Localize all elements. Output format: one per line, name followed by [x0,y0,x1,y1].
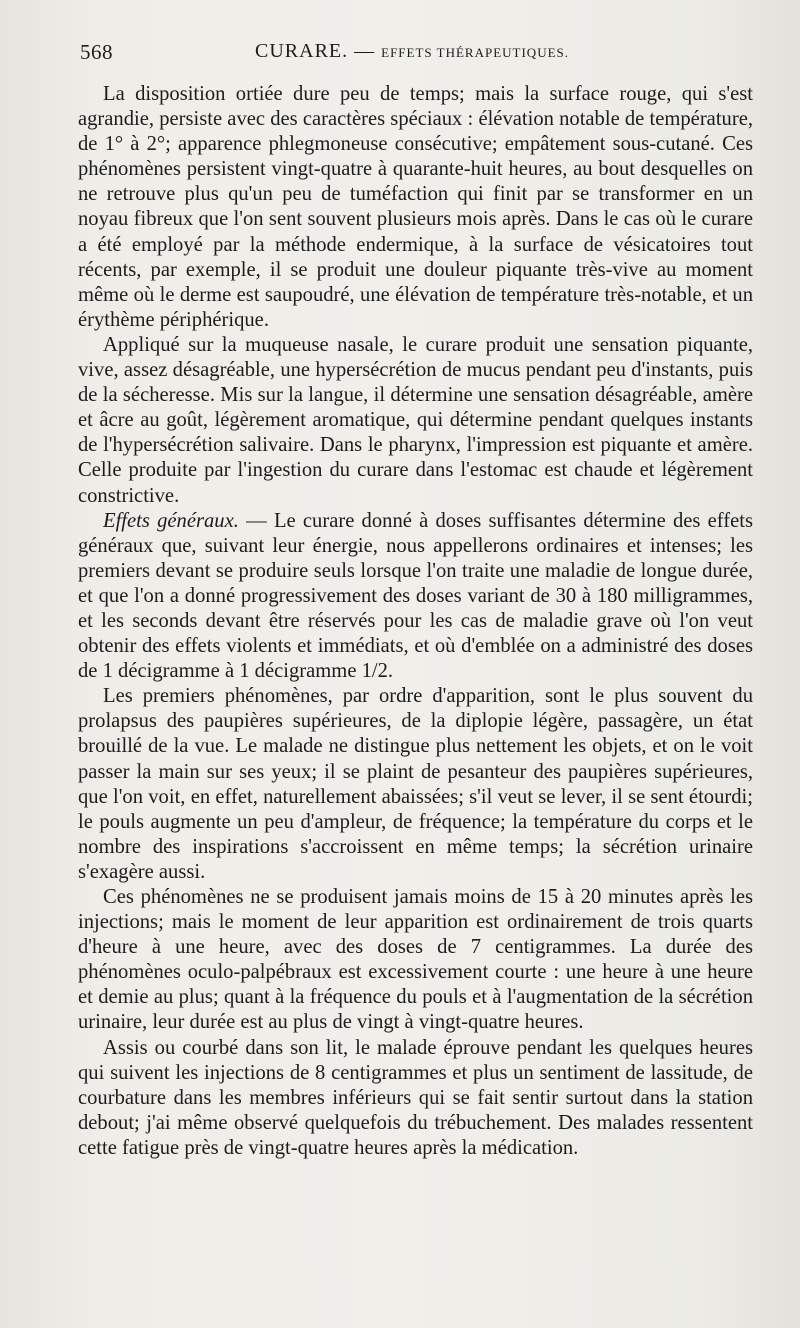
paragraph-text: Appliqué sur la muqueuse nasale, le curare produit une sensation piquante, vive, assez désagréable, une hypersécrétion de mucus pendant peu d'instants, puis de la sécheresse. Mis sur la langue, il détermine une sensation désagréable, amère et âcre au goût, légèrement aromatique, qui détermine pendant quelques instants de l'hypersécrétion salivaire. Dans le pharynx, l'impression est piquante et amère. Celle produite par l'ingestion du curare dans l'estomac est chaude et légèrement constrictive. [78,333,753,507]
section-title: EFFETS THÉRAPEUTIQUES. [381,45,570,60]
page-number: 568 [80,40,113,64]
paragraph-text: Les premiers phénomènes, par ordre d'apparition, sont le plus souvent du prolapsus des paupières supérieures, de la diplopie légère, passagère, un état brouillé de la vue. Le malade ne distingue plus nettement les objets, et on le voit passer la main sur ses yeux; il se plaint de pesanteur des paupières supérieures, que l'on voit, en effet, naturellement abaissées; s'il veut se lever, il se sent étourdi; le pouls augmente un peu d'ampleur, de fréquence; la température du corps et le nombre des inspirations s'accroissent en même temps; la sécrétion urinaire s'exagère aussi. [78,685,753,883]
paragraph [78,509,753,685]
paragraph-text: Assis ou courbé dans son lit, le malade éprouve pendant les quelques heures qui suivent les injections de 8 centigrammes et plus un sentiment de lassitude, de courbature dans les membres inférieurs qui se fait sentir surtout dans la station debout; j'ai même observé quelquefois du trébuchement. Des malades ressentent cette fatigue près de vingt-quatre heures après la médication. [78,1036,753,1159]
paragraph [78,1036,753,1161]
paragraph [78,333,753,509]
running-header [80,40,752,70]
running-head [255,40,569,63]
paragraph [78,82,753,333]
body-text [78,82,753,1161]
paragraph-text: Ces phénomènes ne se produisent jamais moins de 15 à 20 minutes après les injections; mais le moment de leur apparition est ordinairement de trois quarts d'heure à une heure, avec des doses de 7 centigrammes. La durée des phénomènes oculo-palpébraux est excessivement courte : une heure à une heure et demie au plus; quant à la fréquence du pouls et à l'augmentation de la sécrétion urinaire, leur durée est au plus de vingt à vingt-quatre heures. [78,886,753,1034]
paragraph-text: — Le curare donné à doses suffisantes détermine des effets généraux que, suivant leur énergie, nous appellerons ordinaires et intenses; les premiers devant se produire seuls lorsque l'on traite une maladie de longue durée, et que l'on a donné progressivement des doses variant de 30 à 180 milligrammes, et les seconds devant être réservés pour les cas de maladie grave où l'on veut obtenir des effets violents et immédiats, et où d'emblée on a administré des doses de 1 décigramme à 1 décigramme 1/2. [78,509,753,683]
chapter-title: CURARE. [255,40,349,62]
paragraph [78,684,753,885]
header-separator: — [354,40,376,62]
paragraph [78,885,753,1036]
paragraph-text: La disposition ortiée dure peu de temps; mais la surface rouge, qui s'est agrandie, persiste avec des caractères spéciaux : élévation notable de température, de 1° à 2°; apparence phlegmoneuse consécutive; empâtement sous-cutané. Ces phénomènes persistent vingt-quatre à quarante-huit heures, au bout desquelles on ne retrouve plus qu'un peu de tuméfaction qui finit par se transformer en un noyau fibreux que l'on sent souvent plusieurs mois après. Dans le cas où le curare a été employé par la méthode endermique, à la surface de vésicatoires tout récents, par exemple, il se produit une douleur piquante très-vive au moment même où le derme est saupoudré, une élévation de température très-notable, et un érythème périphérique. [78,83,753,331]
paragraph-lead: Effets généraux. [103,509,239,532]
